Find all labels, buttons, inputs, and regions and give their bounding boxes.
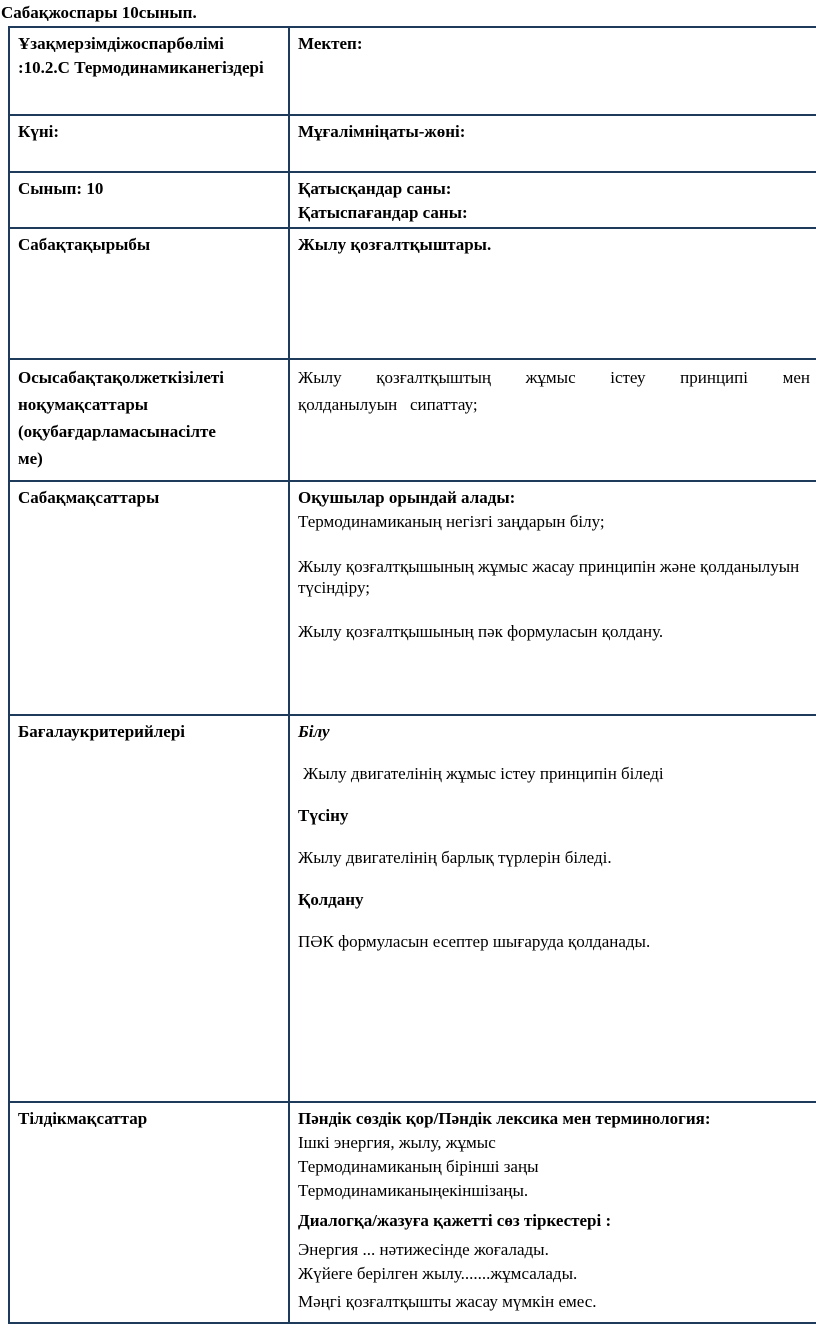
lo-value-line1: Жылу қозғалтқыштың жұмыс істеу принципі мен [298, 368, 810, 387]
lo-value-line2: қолданылуын сипаттау; [298, 395, 478, 414]
row-grade [9, 172, 816, 228]
knowledge-heading: Білу [298, 722, 330, 741]
long-term-label [9, 27, 289, 115]
objective-item: Термодинамиканың негізгі заңдарын білу; [298, 512, 605, 531]
language-cell [289, 1102, 816, 1323]
lesson-objectives-heading: Оқушылар орындай алады: [298, 488, 516, 507]
row-criteria [9, 715, 816, 1102]
vocab-heading: Пәндік сөздік қор/Пәндік лексика мен терминология: [298, 1109, 711, 1128]
attendance-cell [289, 172, 816, 228]
application-heading: Қолдану [298, 890, 364, 909]
application-text: ПӘК формуласын есептер шығаруда қолданады. [298, 932, 651, 951]
lo-label-line: (оқубағдарламасынасілте [18, 422, 216, 441]
row-language [9, 1102, 816, 1323]
vocab-item: Термодинамиканыңекіншізаңы. [298, 1181, 529, 1200]
phrase-item: Энергия ... нәтижесінде жоғалады. [298, 1240, 549, 1259]
topic-cell [289, 228, 816, 359]
understanding-heading: Түсіну [298, 806, 349, 825]
phrase-item: Жүйеге берілген жылу.......жұмсалады. [298, 1264, 578, 1283]
criteria-label: Бағалаукритерийлері [9, 715, 289, 1102]
lo-label-line: ноқумақсаттары [18, 395, 149, 414]
document-title: Сабақжоспары 10сынып. [1, 3, 197, 22]
teacher-label: Мұғалімніңаты-жөні: [298, 122, 466, 141]
objective-item: Жылу қозғалтқышының пәк формуласын қолдану. [298, 622, 664, 641]
learning-objectives-cell [289, 359, 816, 481]
lesson-objectives-label: Сабақмақсаттары [9, 481, 289, 715]
row-learning-objectives [9, 359, 816, 481]
grade-label: Сынып: 10 [9, 172, 289, 228]
vocab-item: Ішкі энергия, жылу, жұмыс [298, 1133, 496, 1152]
vocab-item: Термодинамиканың бірінші заңы [298, 1157, 539, 1176]
criteria-cell [289, 715, 816, 1102]
date-label: Күні: [9, 115, 289, 172]
phrase-item: Мәңгі қозғалтқышты жасау мүмкін емес. [298, 1292, 597, 1311]
lo-label-line: Осысабақтақолжеткізілеті [18, 368, 224, 387]
row-lesson-objectives [9, 481, 816, 715]
long-term-label-text: Ұзақмерзімдіжоспарбөлімі :10.2.С Термодинамиканегіздері [18, 34, 264, 77]
lo-label-line: ме) [18, 449, 43, 468]
topic-value: Жылу қозғалтқыштары. [298, 235, 492, 254]
knowledge-text: Жылу двигателінің жұмыс істеу принципін біледі [303, 764, 664, 783]
teacher-cell [289, 115, 816, 172]
phrases-heading: Диалогқа/жазуға қажетті сөз тіркестері : [298, 1211, 612, 1230]
lesson-plan-table [8, 26, 816, 1324]
objective-item: Жылу қозғалтқышының жұмыс жасау принципін және қолданылуын түсіндіру; [298, 557, 800, 597]
learning-objectives-label [9, 359, 289, 481]
topic-label: Сабақтақырыбы [9, 228, 289, 359]
lesson-objectives-cell [289, 481, 816, 715]
absent-label: Қатыспағандар саны: [298, 203, 468, 222]
present-label: Қатысқандар саны: [298, 179, 452, 198]
language-label: Тілдікмақсаттар [9, 1102, 289, 1323]
row-topic [9, 228, 816, 359]
understanding-text: Жылу двигателінің барлық түрлерін біледі. [298, 848, 612, 867]
row-date [9, 115, 816, 172]
school-label: Мектеп: [298, 34, 363, 53]
row-long-term [9, 27, 816, 115]
school-cell [289, 27, 816, 115]
